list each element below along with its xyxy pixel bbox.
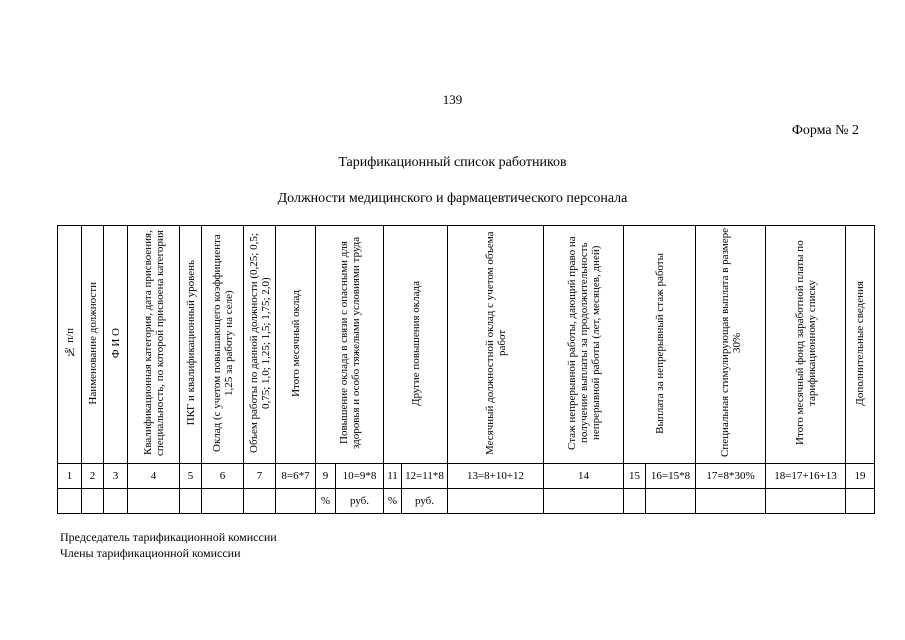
table-header-row [58,226,875,464]
header-text: Выплата за непрерывный стаж работы [653,252,666,434]
empty-cell [624,489,646,514]
header-cell [128,226,180,464]
header-text: Объем работы по данной должности (0,25; 0,5; 0,75; 1,0; 1,25; 1,5; 1,75; 2,0) [247,233,272,453]
column-number: 5 [180,464,202,489]
header-cell [846,226,875,464]
header-text: Специальная стимулирующая выплата в размере 30% [718,228,743,458]
header-cell [766,226,846,464]
column-number: 19 [846,464,875,489]
unit-rubles: руб. [336,489,384,514]
empty-cell [180,489,202,514]
header-text: Квалификационная категория, дата присвоения, специальность, по которой присвоена категория [141,230,166,456]
unit-rubles: руб. [402,489,448,514]
form-label: Форма № 2 [791,123,859,138]
column-number: 7 [244,464,276,489]
header-cell [202,226,244,464]
header-cell [82,226,104,464]
header-text: Наименование должности [86,281,99,405]
members-signature-line: Члены тарификационной комиссии [60,546,241,560]
header-text: Месячный должностной оклад с учетом объема работ [483,231,508,455]
column-number: 2 [82,464,104,489]
header-cell [448,226,544,464]
column-number: 8=6*7 [276,464,316,489]
page-number: 139 [442,92,463,107]
column-number: 13=8+10+12 [448,464,544,489]
header-cell [244,226,276,464]
header-text: Другие повышения оклада [409,280,422,406]
units-row [58,489,875,514]
empty-cell [766,489,846,514]
tarification-table [57,225,875,514]
header-text: ПКГ и квалификационный уровень [184,260,197,426]
column-number: 14 [544,464,624,489]
column-number: 10=9*8 [336,464,384,489]
empty-cell [58,489,82,514]
header-text: Итого месячный фонд заработной платы по тарификационному списку [793,240,818,446]
header-cell [544,226,624,464]
header-text: № п/п [63,328,76,358]
empty-cell [104,489,128,514]
document-title: Тарификационный список работников [338,155,567,170]
header-text: Итого месячный оклад [289,289,302,397]
header-cell [104,226,128,464]
chairman-signature-line: Председатель тарификационной комиссии [60,530,277,544]
column-number: 6 [202,464,244,489]
header-cell [58,226,82,464]
header-text: Стаж непрерывной работы, дающий право на получение выплаты за продолжительность непрерывной работы (лет, месяцев, дней) [565,236,602,450]
header-cell [384,226,448,464]
empty-cell [128,489,180,514]
column-number: 9 [316,464,336,489]
document-subtitle: Должности медицинского и фармацевтического персонала [277,191,628,206]
column-number: 4 [128,464,180,489]
empty-cell [202,489,244,514]
empty-cell [696,489,766,514]
header-cell [316,226,384,464]
column-number: 1 [58,464,82,489]
column-number: 12=11*8 [402,464,448,489]
empty-cell [82,489,104,514]
empty-cell [244,489,276,514]
column-number: 16=15*8 [646,464,696,489]
header-cell [276,226,316,464]
header-text: Ф И О [109,327,122,359]
header-cell [180,226,202,464]
header-text: Дополнительные сведения [854,280,866,406]
column-number: 15 [624,464,646,489]
empty-cell [448,489,544,514]
empty-cell [544,489,624,514]
column-number: 18=17+16+13 [766,464,846,489]
unit-percent: % [316,489,336,514]
column-number: 17=8*30% [696,464,766,489]
empty-cell [646,489,696,514]
column-number: 11 [384,464,402,489]
header-text: Оклад (с учетом повышающего коэффициента 1,25 за работу на селе) [210,234,235,452]
column-number-row [58,464,875,489]
header-text: Повышение оклада в связи с опасными для здоровья и особо тяжелыми условиями труда [337,236,362,450]
empty-cell [846,489,875,514]
empty-cell [276,489,316,514]
column-number: 3 [104,464,128,489]
header-cell [624,226,696,464]
unit-percent: % [384,489,402,514]
header-cell [696,226,766,464]
